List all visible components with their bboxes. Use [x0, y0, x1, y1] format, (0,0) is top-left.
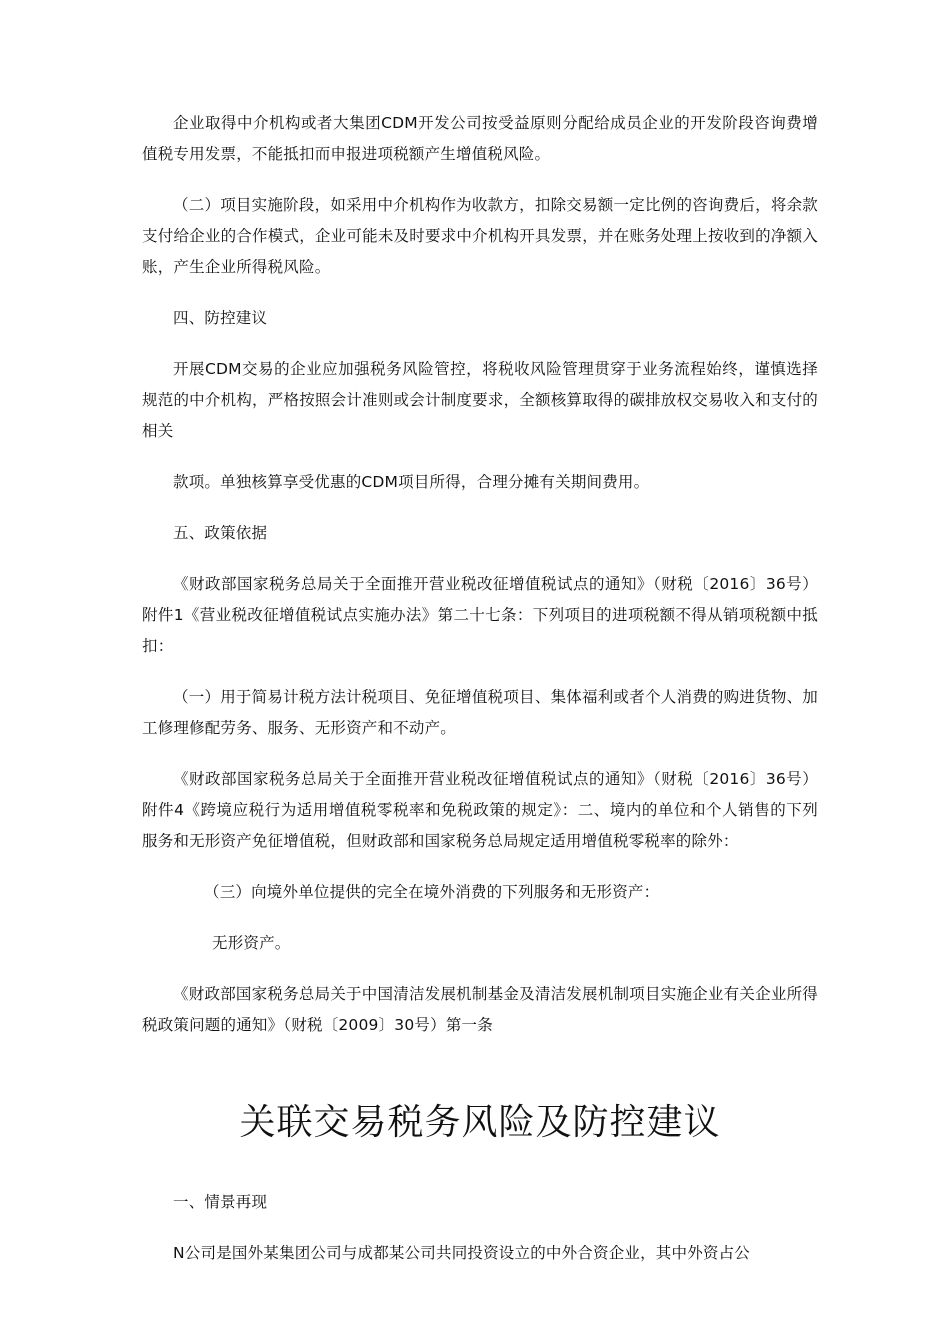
- paragraph-policy-2009-30: 《财政部国家税务总局关于中国清洁发展机制基金及清洁发展机制项目实施企业有关企业所得税政策问题的通知》（财税〔2009〕30号）第一条: [142, 985, 818, 1034]
- paragraph-intangible-assets: 无形资产。: [212, 934, 291, 952]
- heading-prevention-advice: 四、防控建议: [173, 309, 268, 327]
- paragraph-separate-accounting: 款项。单独核算享受优惠的CDM项目所得，合理分摊有关期间费用。: [173, 473, 650, 491]
- paragraph-implementation-stage: （二）项目实施阶段，如采用中介机构作为收款方，扣除交易额一定比例的咨询费后，将余款支付给企业的合作模式，企业可能未及时要求中介机构开具发票，并在账务处理上按收到的净额入账，产生企业所得税风险。: [142, 196, 818, 276]
- paragraph-policy-item-one: （一）用于简易计税方法计税项目、免征增值税项目、集体福利或者个人消费的购进货物、加工修理修配劳务、服务、无形资产和不动产。: [142, 688, 818, 737]
- section-title: 关联交易税务风险及防控建议: [239, 1102, 721, 1143]
- paragraph-policy-36-attachment-4: 《财政部国家税务总局关于全面推开营业税改征增值税试点的通知》（财税〔2016〕36号）附件4《跨境应税行为适用增值税零税率和免税政策的规定》：二、境内的单位和个人销售的下列服务和无形资产免征增值税，但财政部和国家税务总局规定适用增值税零税率的除外：: [142, 770, 818, 850]
- paragraph-company-n: N公司是国外某集团公司与成都某公司共同投资设立的中外合资企业，其中外资占公: [173, 1244, 750, 1262]
- document-body: [142, 108, 818, 1269]
- paragraph-risk-control: 开展CDM交易的企业应加强税务风险管控，将税收风险管理贯穿于业务流程始终，谨慎选择规范的中介机构，严格按照会计准则或会计制度要求，全额核算取得的碳排放权交易收入和支付的相关: [142, 360, 818, 440]
- heading-policy-basis: 五、政策依据: [173, 524, 268, 542]
- paragraph-policy-item-three: （三）向境外单位提供的完全在境外消费的下列服务和无形资产：: [204, 883, 660, 901]
- paragraph-policy-36-attachment-1: 《财政部国家税务总局关于全面推开营业税改征增值税试点的通知》（财税〔2016〕36号）附件1《营业税改征增值税试点实施办法》第二十七条：下列项目的进项税额不得从销项税额中抵扣：: [142, 575, 818, 655]
- paragraph-consulting-invoice: 企业取得中介机构或者大集团CDM开发公司按受益原则分配给成员企业的开发阶段咨询费增值税专用发票，不能抵扣而申报进项税额产生增值税风险。: [142, 114, 818, 163]
- heading-scenario: 一、情景再现: [173, 1193, 268, 1211]
